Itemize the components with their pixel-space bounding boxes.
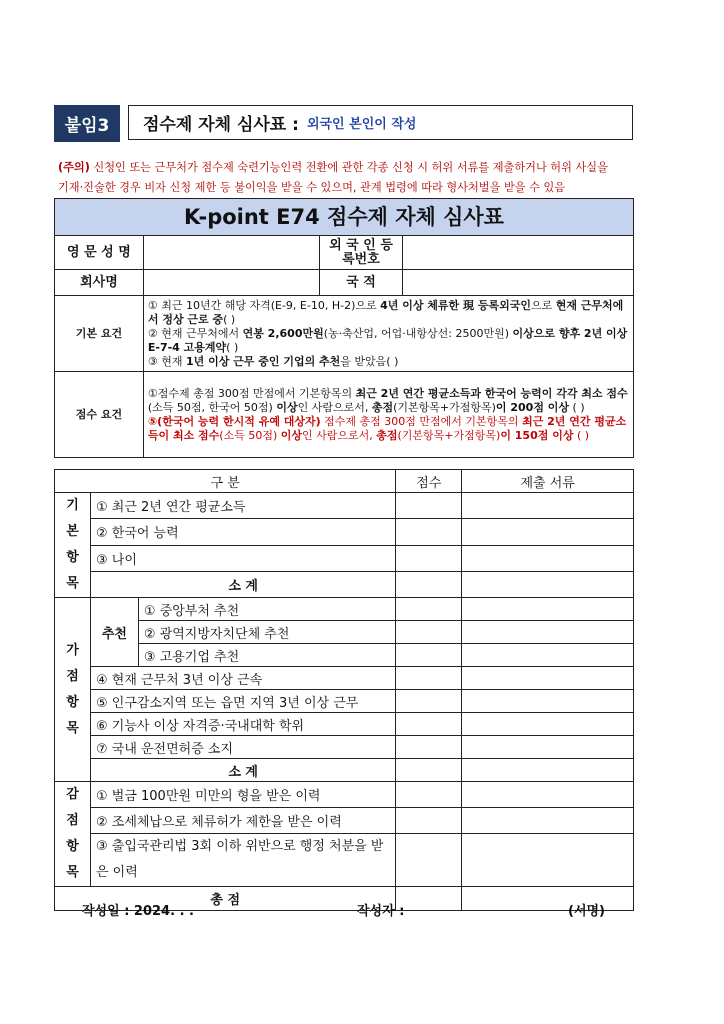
- applicant-info-table: [54, 198, 634, 458]
- document-cell[interactable]: [462, 736, 634, 759]
- warning-notice: [58, 158, 638, 198]
- nationality-label: 국 적: [319, 270, 403, 296]
- registration-field[interactable]: [403, 236, 634, 270]
- form-title: K-point E74 점수제 자체 심사표: [55, 199, 634, 236]
- document-cell[interactable]: [462, 545, 634, 571]
- penalty-items-label: 감 점 항 목: [55, 782, 91, 887]
- col-header-category: 구 분: [55, 470, 396, 493]
- score-cell[interactable]: [396, 493, 462, 519]
- document-header: [54, 105, 635, 142]
- penalty-item-tax: ② 조세체납으로 체류허가 제한을 받은 이력: [90, 808, 395, 834]
- document-cell[interactable]: [462, 834, 634, 887]
- recommend-label: 추천: [90, 598, 138, 667]
- attachment-tag: 붙임3: [54, 105, 120, 142]
- bonus-item-ministry: ① 중앙부처 추천: [138, 598, 395, 621]
- basic-requirements: [143, 296, 633, 372]
- nationality-field[interactable]: [403, 270, 634, 296]
- document-cell[interactable]: [462, 571, 634, 597]
- document-cell[interactable]: [462, 519, 634, 545]
- score-cell[interactable]: [396, 782, 462, 808]
- document-cell[interactable]: [462, 759, 634, 782]
- author-label: 작성자 :: [357, 904, 405, 919]
- basic-req-3: ③ 현재 1년 이상 근무 중인 기업의 추천을 받았음( ): [147, 354, 399, 368]
- col-header-documents: 제출 서류: [462, 470, 634, 493]
- score-cell[interactable]: [396, 808, 462, 834]
- doc-subtitle: 외국인 본인이 작성: [306, 117, 417, 132]
- score-cell[interactable]: [396, 690, 462, 713]
- document-cell[interactable]: [462, 782, 634, 808]
- document-cell[interactable]: [462, 644, 634, 667]
- score-cell[interactable]: [396, 545, 462, 571]
- bonus-item-depopulation: ⑤ 인구감소지역 또는 읍면 지역 3년 이상 근무: [90, 690, 395, 713]
- score-cell[interactable]: [396, 621, 462, 644]
- col-header-score: 점수: [396, 470, 462, 493]
- signature-label: (서명): [568, 904, 605, 919]
- total-label: 총 점: [55, 887, 396, 911]
- score-requirements: [143, 372, 633, 458]
- name-field[interactable]: [143, 236, 319, 270]
- doc-title: 점수제 자체 심사표 :: [143, 115, 299, 135]
- score-cell[interactable]: [396, 598, 462, 621]
- basic-item-age: ③ 나이: [90, 545, 395, 571]
- score-cell[interactable]: [396, 713, 462, 736]
- date-line: 작성일 : 2024. . .: [82, 904, 194, 919]
- company-label: 회사명: [55, 270, 144, 296]
- score-cell[interactable]: [396, 644, 462, 667]
- bonus-item-tenure: ④ 현재 근무처 3년 이상 근속: [90, 667, 395, 690]
- basic-item-korean: ② 한국어 능력: [90, 519, 395, 545]
- penalty-item-fine: ① 벌금 100만원 미만의 형을 받은 이력: [90, 782, 395, 808]
- score-cell[interactable]: [396, 759, 462, 782]
- total-document-cell[interactable]: [462, 887, 634, 911]
- score-cell[interactable]: [396, 571, 462, 597]
- bonus-items-label: 가 점 항 목: [55, 598, 91, 782]
- score-cell[interactable]: [396, 736, 462, 759]
- document-cell[interactable]: [462, 598, 634, 621]
- basic-requirements-label: 기본 요건: [55, 296, 144, 372]
- name-label: 영 문 성 명: [55, 236, 144, 270]
- document-cell[interactable]: [462, 493, 634, 519]
- document-cell[interactable]: [462, 621, 634, 644]
- notice-line2: 기재·진술한 경우 비자 신청 제한 등 불이익을 받을 수 있으며, 관계 법령에 따라 형사처벌을 받을 수 있음: [58, 181, 566, 194]
- notice-line1: 신청인 또는 근무처가 점수제 숙련기능인력 전환에 관한 각종 신청 시 허위 서류를 제출하거나 허위 사실을: [89, 161, 608, 174]
- bonus-subtotal-label: 소 계: [90, 759, 395, 782]
- bonus-item-region: ② 광역지방자치단체 추천: [138, 621, 395, 644]
- document-cell[interactable]: [462, 690, 634, 713]
- bonus-item-employer: ③ 고용기업 추천: [138, 644, 395, 667]
- basic-item-income: ① 최근 2년 연간 평균소득: [90, 493, 395, 519]
- document-cell[interactable]: [462, 667, 634, 690]
- score-req-5: ⑤(한국어 능력 한시적 유예 대상자) 점수제 총점 300점 만점에서 기본항목의 최근 2년 연간 평균소득이 최소 점수(소득 50점) 이상인 사람으로서, 총점(기본항목+가점항목)이 150점 이상 ( ): [147, 414, 627, 442]
- basic-items-label: 기 본 항 목: [55, 493, 91, 598]
- score-cell[interactable]: [396, 667, 462, 690]
- basic-req-2: ② 현재 근무처에서 연봉 2,600만원(농·축산업, 어업·내항상선: 2500만원) 이상으로 향후 2년 이상 E-7-4 고용계약( ): [147, 326, 628, 354]
- score-requirements-label: 점수 요건: [55, 372, 144, 458]
- basic-subtotal-label: 소 계: [90, 571, 395, 597]
- title-box: [128, 105, 633, 140]
- bonus-item-license: ⑦ 국내 운전면허증 소지: [90, 736, 395, 759]
- document-cell[interactable]: [462, 713, 634, 736]
- basic-req-1: ① 최근 10년간 해당 자격(E-9, E-10, H-2)으로 4년 이상 체류한 現 등록외국인으로 현재 근무처에서 정상 근로 중( ): [147, 298, 624, 326]
- score-cell[interactable]: [396, 519, 462, 545]
- document-cell[interactable]: [462, 808, 634, 834]
- score-req-1: ①점수제 총점 300점 만점에서 기본항목의 최근 2년 연간 평균소득과 한국어 능력이 각각 최소 점수(소득 50점, 한국어 50점) 이상인 사람으로서, 총점(기본항목+가점항목)이 200점 이상 ( ): [147, 386, 628, 414]
- company-field[interactable]: [143, 270, 319, 296]
- score-cell[interactable]: [396, 834, 462, 887]
- penalty-item-immigration: ③ 출입국관리법 3회 이하 위반으로 행정 처분을 받은 이력: [90, 834, 395, 887]
- notice-prefix: (주의): [58, 161, 90, 174]
- bonus-item-certificate: ⑥ 기능사 이상 자격증·국내대학 학위: [90, 713, 395, 736]
- score-table: [54, 469, 634, 911]
- registration-label: 외 국 인 등록번호: [319, 236, 403, 270]
- total-score-cell[interactable]: [396, 887, 462, 911]
